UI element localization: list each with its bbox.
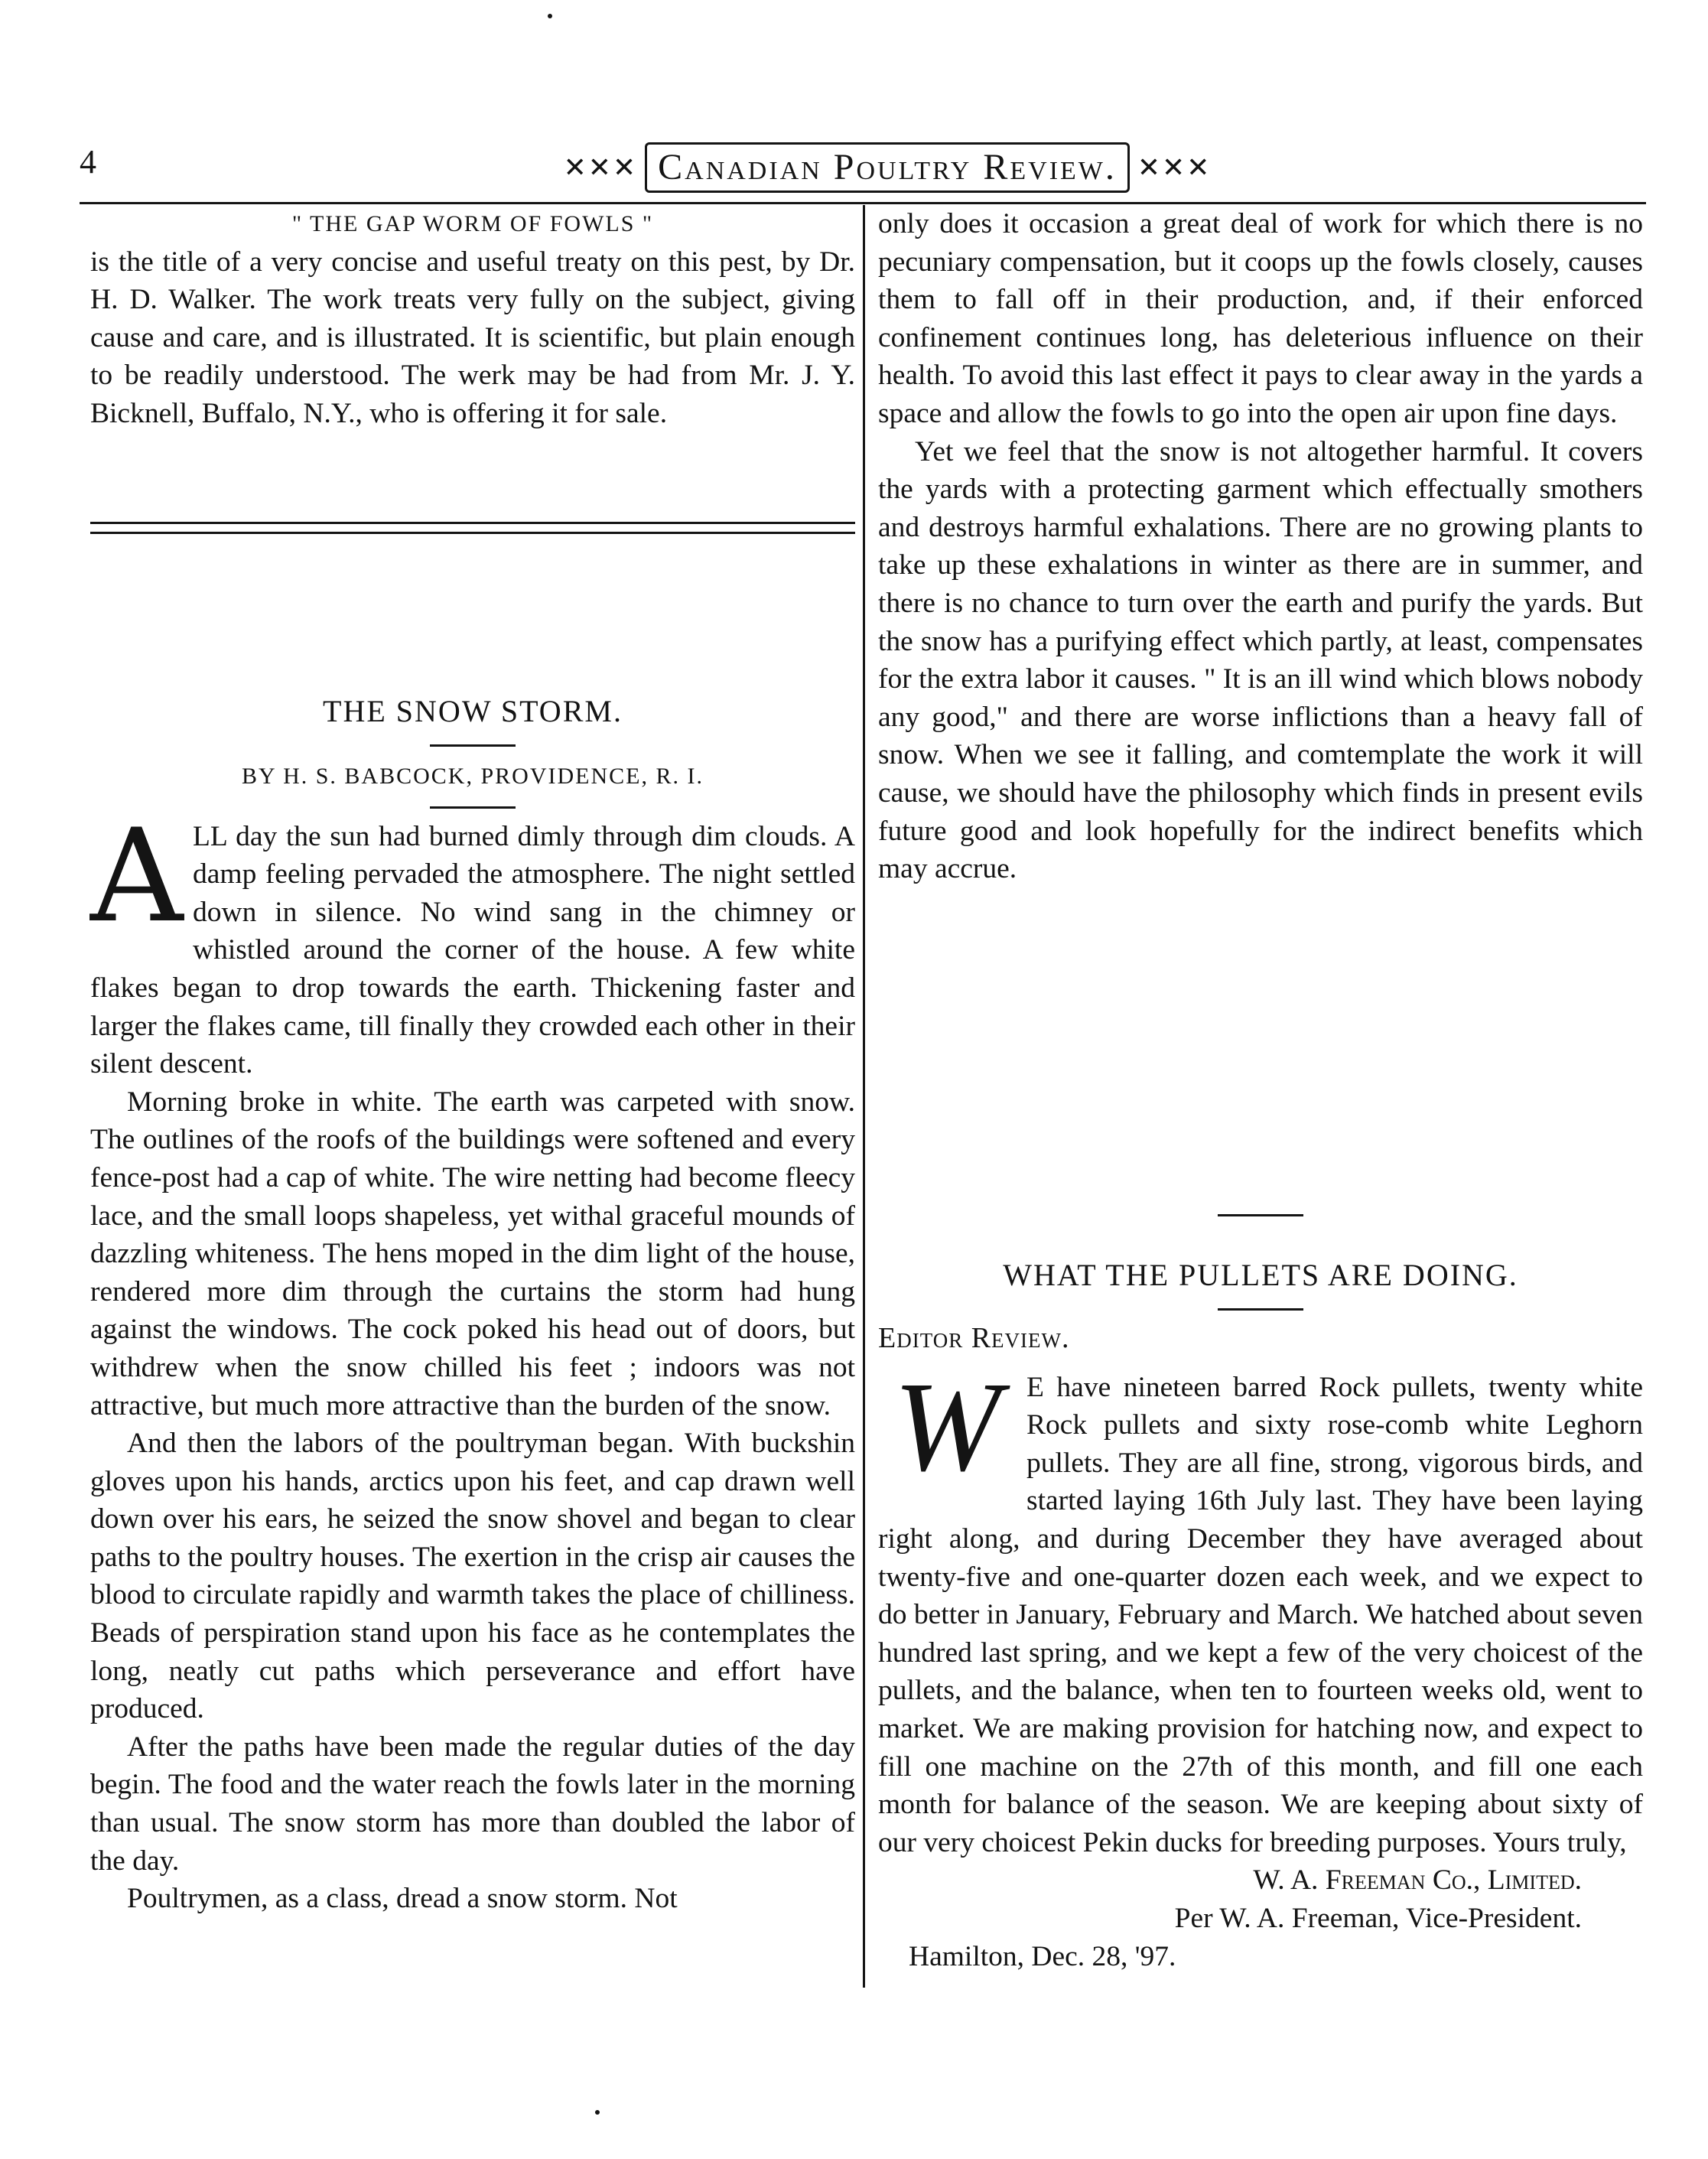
paragraph: After the paths have been made the regular duties of the day begin. The food and the water reach the fowls later in the morning than usual. The snow storm has more than doubled the labor of the day. <box>90 1731 855 1877</box>
page-speck <box>548 14 552 18</box>
header-rule <box>80 202 1646 204</box>
article-gap-worm-title: " THE GAP WORM OF FOWLS " <box>291 211 654 236</box>
article-snow-storm-continued <box>878 205 1643 888</box>
article-pullets-title: WHAT THE PULLETS ARE DOING. <box>1003 1258 1518 1292</box>
article-snow-storm <box>90 692 855 1918</box>
spacer <box>878 1226 1643 1256</box>
article-snow-storm-byline: BY H. S. BABCOCK, PROVIDENCE, R. I. <box>242 764 704 789</box>
masthead <box>563 140 1212 195</box>
page-speck <box>595 2110 600 2115</box>
dropcap-w: W <box>893 1355 1000 1498</box>
article-gap-worm <box>90 205 855 433</box>
paragraph: Yet we feel that the snow is not altogether harmful. It covers the yards with a protecting garment which effectually smothers and destroys harmful exhalations. There are no growing plants to take up these exhalations in winter as there are in summer, and there is no chance to turn over the earth and purify the yards. But the snow has a purifying effect which partly, at least, compensates for the extra labor it causes. " It is an ill wind which blows nobody any good," and there are worse inflictions than a heavy fall of snow. When we see it falling, and comtemplate the work it will cause, we should have the philosophy which finds in present evils future good and look hopefully for the indirect benefits which may accrue. <box>878 435 1643 885</box>
editor-label: Editor Review. <box>878 1322 1070 1354</box>
masthead-title: Canadian Poultry Review. <box>645 142 1130 193</box>
short-rule <box>1218 1308 1303 1311</box>
short-rule <box>1218 1214 1303 1216</box>
ornament-right-icon: ✕✕✕ <box>1137 152 1212 183</box>
place-date: Hamilton, Dec. 28, '97. <box>909 1940 1176 1972</box>
paragraph: Morning broke in white. The earth was carpeted with snow. The outlines of the roofs of the buildings were softened and every fence-post had a cap of white. The wire netting had become fleecy lace, and the small loops shapeless, yet withal graceful mounds of dazzling whiteness. The hens moped in the dim light of the house, rendered more dim through the curtains the storm had hung against the windows. The cock poked his head out of doors, but withdrew when the snow chilled his feet ; indoors was not attractive, but much more attractive than the burden of the snow. <box>90 1086 855 1421</box>
article-pullets <box>878 1205 1643 1975</box>
ornament-left-icon: ✕✕✕ <box>563 152 638 183</box>
paragraph: And then the labors of the poultryman began. With buckshin gloves upon his hands, arctics upon his feet, and cap drawn well down over his ears, he seized the snow shovel and began to clear paths to the poultry houses. The exertion in the crisp air causes the blood to circulate rapidly and warmth takes the place of chilliness. Beads of perspiration stand upon his face as he contemplates the long, neatly cut paths which perseverance and effort have produced. <box>90 1428 855 1725</box>
double-rule <box>90 522 855 534</box>
paragraph: Poultrymen, as a class, dread a snow storm. Not <box>127 1883 678 1915</box>
short-rule <box>430 806 516 809</box>
article-gap-worm-body: is the title of a very concise and useful treaty on this pest, by Dr. H. D. Walker. The work treats very fully on the subject, giving cause and care, and is illustrated. It is scientific, but plain enough to be readily understood. The werk may be had from Mr. J. Y. Bicknell, Buffalo, N.Y., who is offering it for sale. <box>90 246 855 429</box>
paragraph <box>90 800 855 1083</box>
paragraph: only does it occasion a great deal of work for which there is no pecuniary compensation, but it coops up the fowls closely, causes them to fall off in their production, and, if their enforced confinement continues long, has deleterious influence on their health. To avoid this last effect it pays to clear away in the yards a space and allow the fowls to go into the open air upon fine days. <box>878 208 1643 429</box>
short-rule <box>430 744 516 747</box>
article-snow-storm-title: THE SNOW STORM. <box>323 694 623 728</box>
paragraph-text: E have nineteen barred Rock pullets, twenty white Rock pullets and sixty rose-comb white Leghorn pullets. They are all fine, strong, vigorous birds, and started laying 16th July last. They have been laying right along, and during December they have averaged about twenty-five and one-quarter dozen each week, and we expect to do better in January, February and March. We hatched about seven hundred last spring, and we kept a few of the very choicest of the pullets, and the balance, when ten to fourteen weeks old, went to market. We are making provision for hatching now, and expect to fill one machine on the 27th of this month, and fill one each month for balance of the season. We are keeping about sixty of our very choicest Pekin ducks for breeding purposes. Yours truly, <box>878 1371 1643 1858</box>
page-number: 4 <box>80 143 96 181</box>
signature-company: W. A. Freeman Co., Limited. <box>1253 1864 1582 1897</box>
dropcap-a: A <box>90 800 184 951</box>
paragraph-text: LL day the sun had burned dimly through dim clouds. A damp feeling pervaded the atmosphere. The night settled down in silence. No wind sang in the chimney or whistled around the corner of the house. A few white flakes began to drop towards the earth. Thickening faster and larger the flakes came, till finally they crowded each other in their silent descent. <box>90 820 855 1080</box>
paragraph <box>878 1355 1643 1862</box>
signature-per: Per W. A. Freeman, Vice-President. <box>1174 1902 1582 1934</box>
column-rule <box>863 205 865 1988</box>
